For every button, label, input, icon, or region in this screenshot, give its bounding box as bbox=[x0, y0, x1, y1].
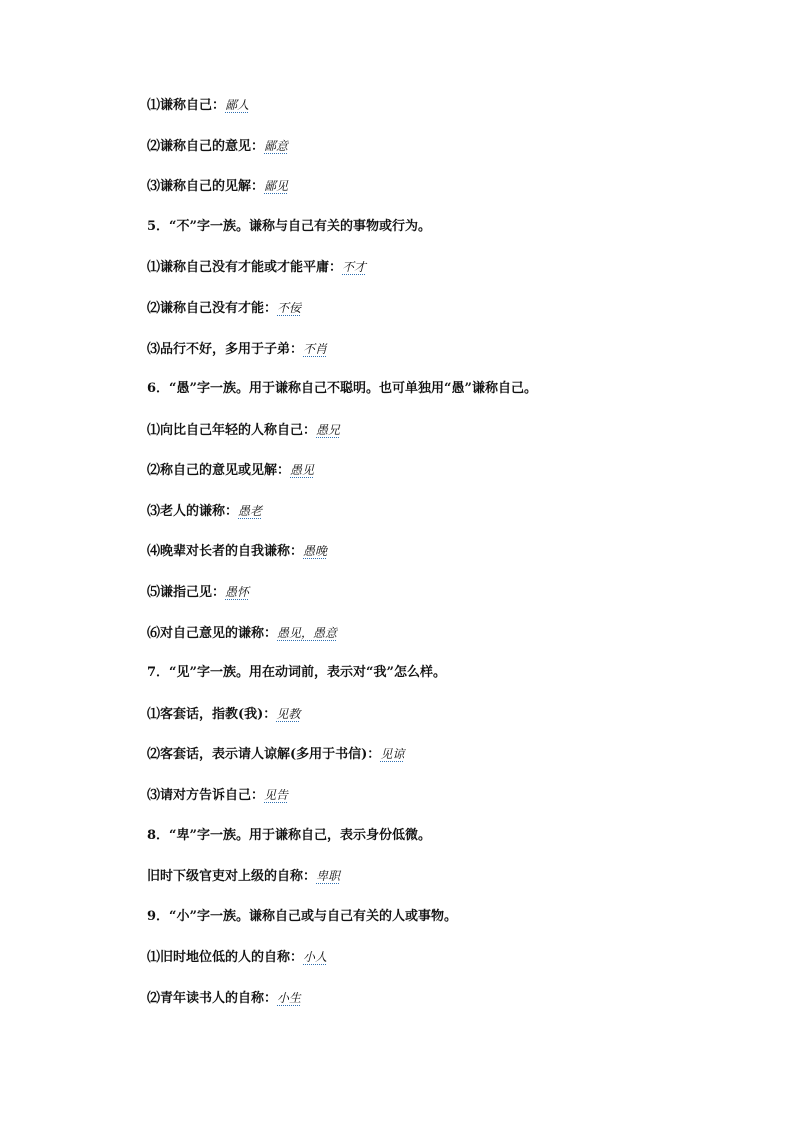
item-line bbox=[147, 543, 327, 560]
answer-text: 愚兄 bbox=[316, 423, 341, 437]
answer-text: 愚晚 bbox=[303, 544, 328, 558]
item-line bbox=[147, 949, 327, 966]
section-heading bbox=[147, 828, 431, 844]
item-line bbox=[147, 178, 288, 195]
heading-text: 7．“见”字一族。用在动词前，表示对“我”怎么样。 bbox=[147, 665, 446, 680]
section-heading bbox=[147, 381, 537, 397]
item-line bbox=[147, 625, 337, 642]
heading-text: 5．“不”字一族。谦称与自己有关的事物或行为。 bbox=[147, 219, 432, 234]
answer-text: 见谅 bbox=[380, 747, 405, 761]
answer-text: 见告 bbox=[264, 788, 289, 802]
answer-text: 见教 bbox=[276, 707, 301, 721]
item-text: ⑹对自己意见的谦称： bbox=[147, 626, 278, 641]
item-text: ⑶老人的谦称： bbox=[147, 504, 239, 519]
item-line bbox=[147, 259, 366, 276]
item-text: ⑴谦称自己没有才能或才能平庸： bbox=[147, 260, 343, 275]
section-heading bbox=[147, 665, 446, 681]
item-line bbox=[147, 341, 327, 358]
item-line bbox=[147, 706, 300, 723]
heading-text: 6．“愚”字一族。用于谦称自己不聪明。也可单独用“愚”谦称自己。 bbox=[147, 381, 537, 396]
answer-text: 小生 bbox=[277, 991, 302, 1005]
answer-text: 鄙见 bbox=[264, 179, 289, 193]
item-text: ⑶谦称自己的见解： bbox=[147, 179, 265, 194]
item-line bbox=[147, 787, 288, 804]
item-line bbox=[147, 868, 340, 885]
item-line bbox=[147, 746, 404, 763]
item-text: 旧时下级官吏对上级的自称： bbox=[147, 869, 317, 884]
item-text: ⑵谦称自己的意见： bbox=[147, 139, 265, 154]
item-text: ⑴客套话，指教(我)： bbox=[147, 707, 277, 722]
item-line bbox=[147, 990, 301, 1007]
item-text: ⑵称自己的意见或见解： bbox=[147, 463, 291, 478]
answer-text: 卑职 bbox=[316, 869, 341, 883]
heading-text: 9．“小”字一族。谦称自己或与自己有关的人或事物。 bbox=[147, 909, 458, 924]
item-text: ⑵客套话，表示请人谅解(多用于书信)： bbox=[147, 747, 381, 762]
heading-text: 8．“卑”字一族。用于谦称自己，表示身份低微。 bbox=[147, 828, 432, 843]
answer-text: 愚见，愚意 bbox=[277, 626, 338, 640]
answer-text: 愚老 bbox=[238, 504, 263, 518]
item-text: ⑷晚辈对长者的自我谦称： bbox=[147, 544, 304, 559]
item-line bbox=[147, 300, 301, 317]
answer-text: 不肖 bbox=[303, 342, 328, 356]
answer-text: 鄙意 bbox=[264, 139, 289, 153]
item-text: ⑵谦称自己没有才能： bbox=[147, 301, 278, 316]
answer-text: 不才 bbox=[342, 260, 367, 274]
item-text: ⑴谦称自己： bbox=[147, 98, 226, 113]
item-line bbox=[147, 462, 314, 479]
item-text: ⑸谦指己见： bbox=[147, 585, 226, 600]
answer-text: 不佞 bbox=[277, 301, 302, 315]
section-heading bbox=[147, 219, 431, 235]
item-line bbox=[147, 584, 249, 601]
item-line bbox=[147, 422, 340, 439]
item-text: ⑵青年读书人的自称： bbox=[147, 991, 278, 1006]
answer-text: 小人 bbox=[303, 950, 328, 964]
item-line bbox=[147, 138, 288, 155]
item-text: ⑶品行不好，多用于子弟： bbox=[147, 342, 304, 357]
answer-text: 鄙人 bbox=[225, 98, 250, 112]
item-text: ⑴向比自己年轻的人称自己： bbox=[147, 423, 317, 438]
section-heading bbox=[147, 909, 457, 925]
item-line bbox=[147, 97, 249, 114]
answer-text: 愚见 bbox=[290, 463, 315, 477]
item-line bbox=[147, 503, 262, 520]
item-text: ⑴旧时地位低的人的自称： bbox=[147, 950, 304, 965]
item-text: ⑶请对方告诉自己： bbox=[147, 788, 265, 803]
answer-text: 愚怀 bbox=[225, 585, 250, 599]
